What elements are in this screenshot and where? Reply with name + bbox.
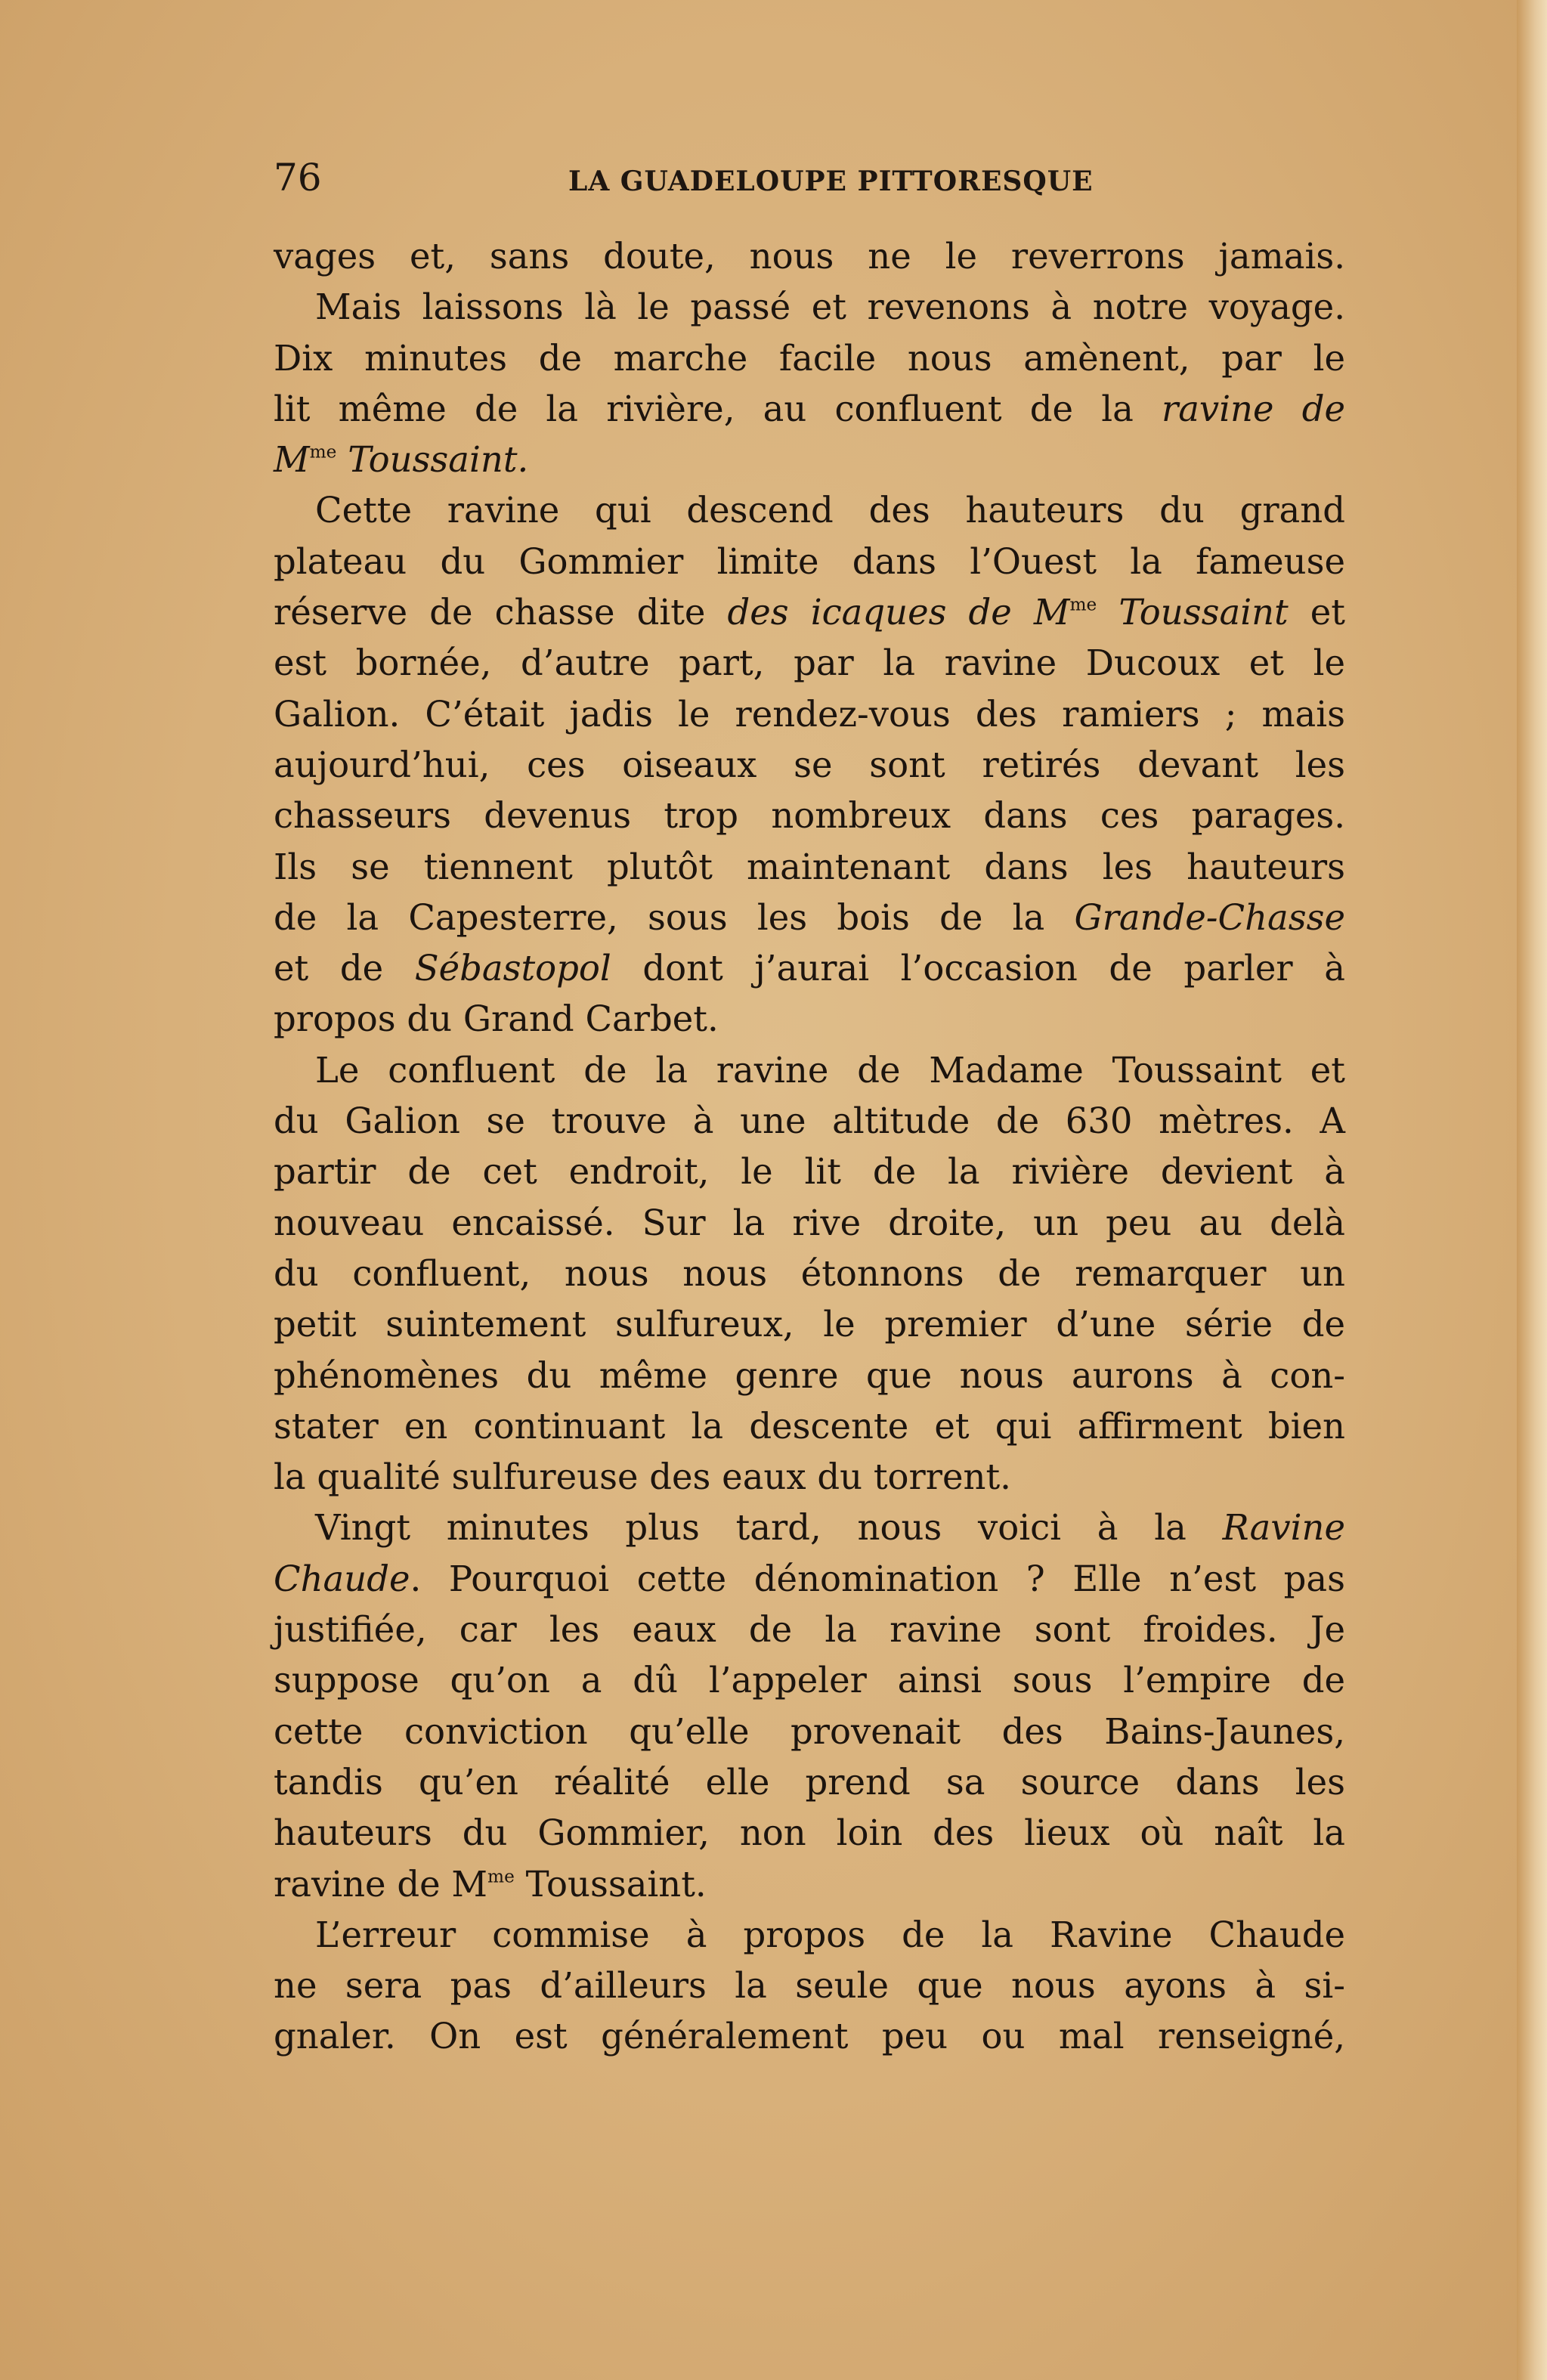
text-line (274, 740, 1345, 791)
text-line (274, 1655, 1345, 1706)
text-line (274, 689, 1345, 740)
text-segment: Mais laissons là le passé et revenons à notre voyage. (315, 286, 1345, 328)
text-segment: petit suintement sulfureux, le premier d’une série de (274, 1304, 1345, 1345)
text-line (274, 1452, 1345, 1503)
text-line (274, 333, 1345, 384)
text-segment: L’erreur commise à propos de la Ravine Chaude (315, 1914, 1345, 1955)
text-line (274, 282, 1345, 333)
text-segment: Dix minutes de marche facile nous amènent, par le (274, 337, 1345, 379)
text-segment: Toussaint. (336, 439, 529, 481)
text-line (274, 1910, 1345, 1961)
text-segment: ne sera pas d’ailleurs la seule que nous ayons à si- (274, 1965, 1345, 2007)
text-segment: Chaude (274, 1558, 410, 1599)
text-segment: Sébastopol (414, 948, 611, 989)
text-line (274, 537, 1345, 587)
text-line (274, 1096, 1345, 1147)
text-line (274, 638, 1345, 689)
text-line (274, 1503, 1345, 1553)
text-line (274, 1707, 1345, 1757)
text-segment: plateau du Gommier limite dans l’Ouest la fameuse (274, 540, 1345, 582)
text-segment: Toussaint. (514, 1863, 707, 1905)
text-segment: Cette ravine qui descend des hauteurs du grand (315, 490, 1345, 531)
text-line (274, 1299, 1345, 1350)
text-segment: de la Capesterre, sous les bois de la (274, 896, 1075, 938)
text-segment: tandis qu’en réalité elle prend sa source dans les (274, 1761, 1345, 1803)
text-segment: et (1288, 592, 1345, 633)
text-line (274, 1859, 1345, 1910)
text-segment: cette conviction qu’elle provenait des Bains-Jaunes, (274, 1710, 1345, 1752)
text-segment: Toussaint (1097, 592, 1289, 633)
text-segment: est bornée, d’autre part, par la ravine Ducoux et le (274, 642, 1345, 684)
superscript-text: me (309, 441, 337, 463)
text-line (274, 435, 1345, 485)
text-line (274, 893, 1345, 943)
text-segment: Ravine (1222, 1507, 1345, 1549)
text-segment: partir de cet endroit, le lit de la rivière devient à (274, 1151, 1345, 1193)
text-segment: vages et, sans doute, nous ne le reverrons jamais. (274, 236, 1345, 277)
text-line (274, 1961, 1345, 2011)
text-segment: et de (274, 948, 415, 989)
text-segment: la qualité sulfureuse des eaux du torrent. (274, 1456, 1011, 1498)
text-segment: réserve de chasse dite (274, 592, 728, 633)
superscript-text: me (487, 1865, 515, 1886)
text-segment: Grande-Chasse (1074, 896, 1345, 938)
running-title: LA GUADELOUPE PITTORESQUE (568, 166, 1094, 197)
text-segment: du confluent, nous nous étonnons de remarquer un (274, 1252, 1345, 1294)
text-segment: Galion. C’était jadis le rendez-vous des ramiers ; mais (274, 693, 1345, 735)
page-number: 76 (274, 156, 322, 200)
text-line (274, 1401, 1345, 1452)
text-line (274, 384, 1345, 435)
text-line (274, 1045, 1345, 1096)
text-line (274, 1198, 1345, 1249)
text-line (274, 842, 1345, 893)
text-line (274, 587, 1345, 638)
text-segment: Le confluent de la ravine de Madame Toussaint et (315, 1049, 1345, 1091)
superscript-text: me (1069, 594, 1097, 615)
text-line (274, 2011, 1345, 2062)
text-segment: des icaques de M (727, 592, 1070, 633)
text-segment: gnaler. On est généralement peu ou mal renseigné, (274, 2016, 1345, 2057)
text-line (274, 1249, 1345, 1299)
text-segment: aujourd’hui, ces oiseaux se sont retirés devant les (274, 744, 1345, 785)
text-line (274, 1554, 1345, 1605)
text-segment: hauteurs du Gommier, non loin des lieux où naît la (274, 1812, 1345, 1854)
text-segment: phénomènes du même genre que nous aurons à con- (274, 1354, 1345, 1396)
text-segment: Vingt minutes plus tard, nous voici à la (315, 1507, 1223, 1549)
text-segment: M (274, 439, 310, 481)
text-line (274, 485, 1345, 536)
page-edge (1517, 0, 1547, 2380)
text-line (274, 943, 1345, 994)
text-segment: ravine de M (274, 1863, 488, 1905)
text-line (274, 231, 1345, 282)
text-segment: dont j’aurai l’occasion de parler à (611, 948, 1345, 989)
text-segment: du Galion se trouve à une altitude de 630 mètres. A (274, 1100, 1345, 1142)
body-text (274, 231, 1345, 2063)
text-segment: stater en continuant la descente et qui affirment bien (274, 1405, 1345, 1447)
text-line (274, 1147, 1345, 1197)
text-line (274, 1808, 1345, 1859)
text-segment: lit même de la rivière, au confluent de la (274, 388, 1162, 429)
text-line (274, 1757, 1345, 1808)
text-segment: propos du Grand Carbet. (274, 998, 719, 1040)
text-segment: . Pourquoi cette dénomination ? Elle n’est pas (410, 1558, 1345, 1599)
text-segment: ravine de (1161, 388, 1345, 429)
text-segment: Ils se tiennent plutôt maintenant dans les hauteurs (274, 846, 1345, 887)
text-segment: nouveau encaissé. Sur la rive droite, un peu au delà (274, 1202, 1345, 1243)
text-line (274, 1351, 1345, 1401)
running-header (274, 151, 1345, 204)
text-segment: chasseurs devenus trop nombreux dans ces parages. (274, 795, 1345, 837)
text-line (274, 1605, 1345, 1655)
text-line (274, 791, 1345, 841)
text-segment: suppose qu’on a dû l’appeler ainsi sous l’empire de (274, 1660, 1345, 1701)
text-line (274, 994, 1345, 1045)
text-segment: justifiée, car les eaux de la ravine sont froides. Je (274, 1609, 1345, 1651)
